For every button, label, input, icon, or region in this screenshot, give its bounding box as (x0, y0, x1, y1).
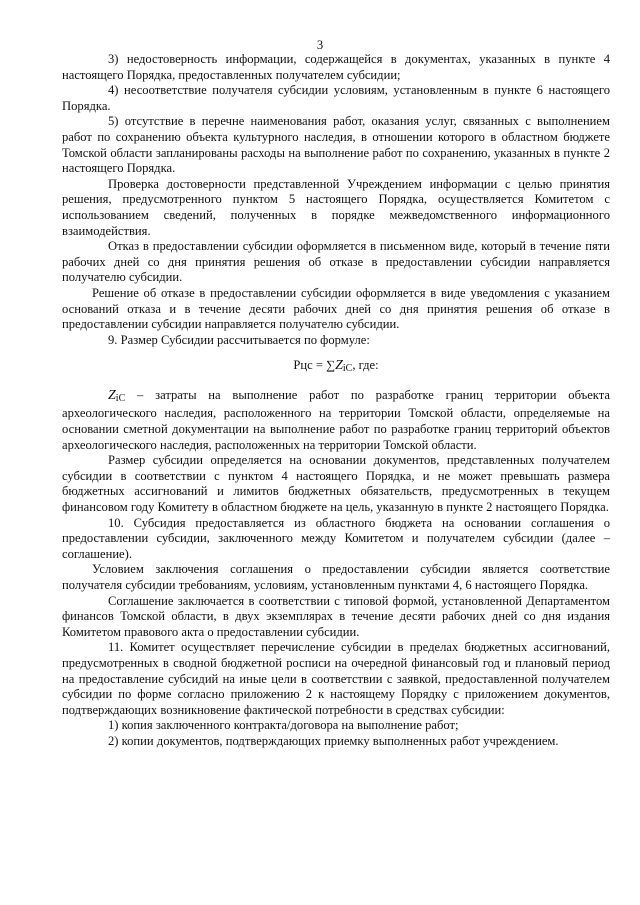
paragraph-item-3: 3) недостоверность информации, содержащейся в документах, указанных в пункте 4 настоящего Порядка, предоставленных получателем субсидии; (62, 52, 610, 82)
z-definition-text: – затраты на выполнение работ по разработке границ территории объекта археологического наследия, расположенного на территории Томской области, определяемые на основании сметной документации на выполнение работ по разработке границ территорий объектов археологического наследия, расположенных на территории Томской области. (62, 387, 610, 452)
z-definition-subscript: iC (115, 392, 126, 404)
formula-subscript: iC (342, 363, 353, 375)
z-definition (62, 388, 610, 453)
paragraph-refusal-written: Отказ в предоставлении субсидии оформляется в письменном виде, который в течение пяти рабочих дней со дня принятия решения об отказе в предоставлении субсидии направляется получателю субсидии. (62, 239, 610, 285)
paragraph-refusal-notice: Решение об отказе в предоставлении субсидии оформляется в виде уведомления с указанием оснований отказа и в течение десяти рабочих дней со дня принятия решения об отказе в предоставлении субсидии направляется получателю субсидии. (62, 285, 610, 332)
formula-variable: Z (335, 358, 343, 374)
paragraph-section-10: 10. Субсидия предоставляется из областного бюджета на основании соглашения о предоставлении субсидии, заключенного между Комитетом и получателем субсидии (далее – соглашение). (62, 515, 610, 561)
paragraph-list-item-2: 2) копии документов, подтверждающих приемку выполненных работ учреждением. (108, 733, 559, 748)
formula-lhs: Рцс = ∑ (293, 358, 336, 373)
paragraph-item-5: 5) отсутствие в перечне наименования работ, оказания услуг, связанных с выполнением работ по сохранению объекта культурного наследия, в отношении которого в областном бюджете Томской области запланированы расходы на выполнение работ по сохранению, указанных в пункте 2 настоящего Порядка. (62, 114, 610, 176)
paragraph-agreement-form: Соглашение заключается в соответствии с типовой формой, установленной Департаментом финансов Томской области, в двух экземплярах в течение десяти рабочих дней со дня издания Комитетом правового акта о предоставлении субсидии. (62, 593, 610, 639)
document-body (62, 52, 610, 750)
subsidy-formula (62, 358, 610, 377)
paragraph-section-9: 9. Размер Субсидии рассчитывается по формуле: (108, 332, 370, 347)
paragraph-section-11: 11. Комитет осуществляет перечисление субсидии в пределах бюджетных ассигнований, предусмотренных в сводной бюджетной росписи на очередной финансовый год и плановый период на предоставление субсидий на иные цели в соответствии с заявкой, предоставленной получателем субсидии по форме согласно приложению 2 к настоящему Порядку с приложением документов, подтверждающих возникновение фактической потребности в средствах субсидии: (62, 640, 610, 717)
page-number: 3 (316, 38, 324, 52)
paragraph-list-item-1: 1) копия заключенного контракта/договора на выполнение работ; (108, 718, 459, 733)
paragraph-verification: Проверка достоверности представленной Учреждением информации с целью принятия решения, предусмотренного пунктом 5 настоящего Порядка, осуществляется Комитетом с использованием сведений, полученных в порядке межведомственного информационного взаимодействия. (62, 176, 610, 238)
paragraph-item-4: 4) несоответствие получателя субсидии условиям, установленным в пункте 6 настоящего Порядка. (62, 83, 610, 113)
formula-rhs: , где: (352, 358, 379, 373)
paragraph-subsidy-size: Размер субсидии определяется на основании документов, представленных получателем субсидии в соответствии с пунктом 4 настоящего Порядка, и не может превышать размера бюджетных ассигнований и лимитов бюджетных обязательств, предусмотренных в текущем финансовом году Комитету в областном бюджете на цель, указанную в пункте 2 настоящего Порядка. (62, 453, 610, 515)
z-definition-variable: Z (108, 387, 116, 403)
paragraph-agreement-condition: Условием заключения соглашения о предоставлении субсидии является соответствие получателя субсидии требованиям, условиям, установленным пунктами 4, 6 настоящего Порядка. (62, 562, 610, 592)
